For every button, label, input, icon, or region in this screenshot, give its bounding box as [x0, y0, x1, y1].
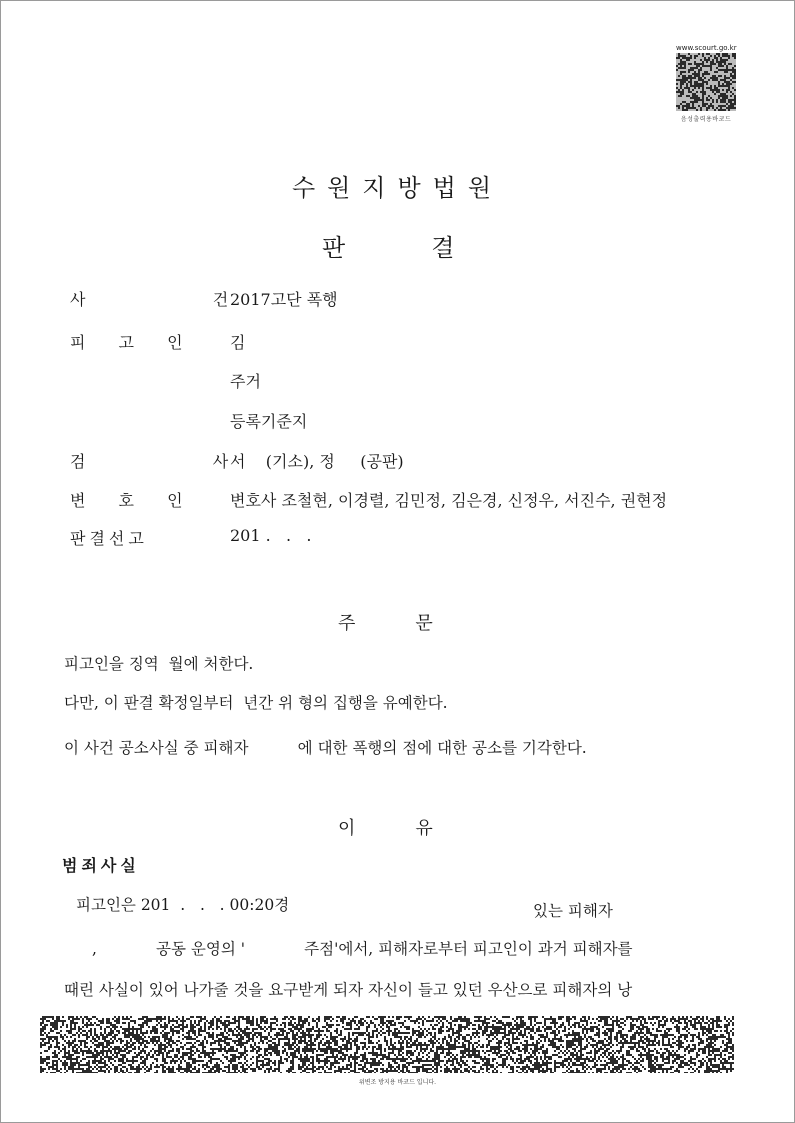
field-value-counsel: 변호사 조철현, 이경렬, 김민정, 김은경, 신정우, 서진수, 권현정	[230, 491, 668, 510]
anti-forgery-caption: 위변조 방지용 바코드 입니다.	[358, 1079, 437, 1086]
site-url: www.scourt.go.kr	[676, 44, 737, 52]
field-value-address: 주거	[230, 372, 261, 391]
doc-type-char: 결	[431, 234, 455, 262]
field-value-prosecutor: 서 (기소), 정 (공판)	[230, 452, 404, 471]
reasons-heading-char: 이	[338, 818, 356, 839]
qr-pattern	[676, 53, 736, 111]
anti-forgery-barcode-icon	[40, 1016, 734, 1073]
field-value-registry: 등록기준지	[230, 412, 308, 431]
order-line: 다만, 이 판결 확정일부터 년간 위 형의 집행을 유예한다.	[64, 694, 448, 712]
field-value-defendant: 김	[230, 333, 246, 352]
barcode-pattern	[40, 1016, 734, 1073]
order-line: 이 사건 공소사실 중 피해자 에 대한 폭행의 점에 대한 공소를 기각한다.	[64, 739, 587, 757]
order-line: 피고인을 징역 월에 처한다.	[64, 655, 254, 673]
field-label-defendant: 피 고 인	[70, 333, 197, 352]
field-label-case: 사 건	[70, 290, 257, 309]
field-value-case: 2017고단 폭행	[230, 290, 338, 309]
reasons-heading-char: 유	[415, 818, 433, 839]
qr-code-icon	[676, 53, 736, 111]
voice-barcode-caption: 음성출력용바코드	[680, 116, 732, 123]
court-name: 수원지방법원	[291, 174, 504, 202]
field-label-counsel: 변 호 인	[70, 491, 197, 510]
facts-line: 때린 사실이 있어 나가줄 것을 요구받게 되자 자신이 들고 있던 우산으로 피해자의 낭	[64, 981, 633, 999]
reasons-heading	[338, 814, 433, 840]
facts-line-tail: 있는 피해자	[533, 902, 613, 920]
order-heading	[338, 609, 433, 635]
field-value-verdict-date: 201 . . .	[230, 526, 312, 545]
order-heading-char: 문	[415, 613, 433, 634]
doc-type-title	[322, 228, 454, 263]
facts-line: 피고인은 201 . . . 00:20경	[76, 896, 290, 914]
facts-line: , 공동 운영의 ' 주점'에서, 피해자로부터 피고인이 과거 피해자를	[92, 940, 633, 958]
field-label-verdict-date: 판결선고	[70, 529, 148, 548]
order-heading-char: 주	[338, 613, 356, 634]
field-label-prosecutor: 검 사	[70, 452, 257, 471]
doc-type-char: 판	[322, 234, 346, 262]
facts-subheading: 범죄사실	[62, 856, 140, 875]
